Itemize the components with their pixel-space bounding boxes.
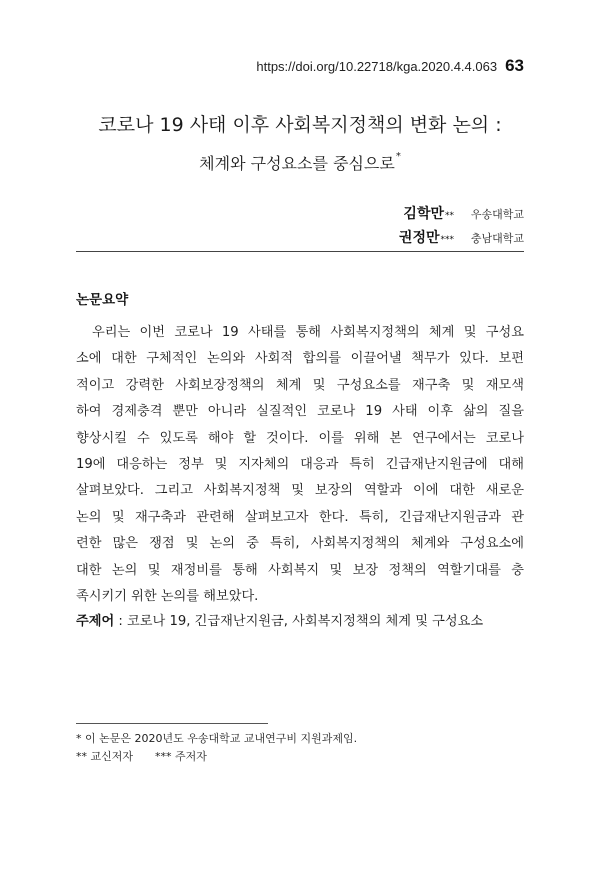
abstract-line: 향상시킬 수 있도록 해야 할 것이다. 이를 위해 본 연구에서는 코로나 xyxy=(76,430,524,446)
abstract-line: 련한 많은 쟁점 및 논의 중 특히, 사회복지정책의 체계와 구성요소에 xyxy=(76,536,524,552)
author-footnote-mark: ** xyxy=(445,211,454,221)
abstract-line: 적이고 강력한 사회보장정책의 체계 및 구성요소를 재구축 및 재모색 xyxy=(76,377,524,393)
author-affiliation: 충남대학교 xyxy=(470,232,524,245)
abstract-line: 대한 논의 및 재정비를 통해 사회복지 및 보장 정책의 역할기대를 충 xyxy=(76,562,524,578)
keywords-text: : 코로나 19, 긴급재난지원금, 사회복지정책의 체계 및 구성요소 xyxy=(114,614,484,629)
author-footnote-mark: *** xyxy=(440,235,454,245)
paper-title: 코로나 19 사태 이후 사회복지정책의 변화 논의 : xyxy=(98,114,502,136)
abstract-line: 19에 대응하는 정부 및 지자체의 대응과 특히 긴급재난지원금에 대해 xyxy=(76,457,524,473)
footnote-corresponding: ** 교신저자 xyxy=(76,750,134,763)
footnote-funding: * 이 논문은 2020년도 우송대학교 교내연구비 지원과제임. xyxy=(76,732,358,745)
subtitle-footnote-mark: * xyxy=(395,151,401,162)
footnotes xyxy=(76,730,357,766)
author-row xyxy=(399,203,524,227)
author-row xyxy=(399,227,524,251)
footnote-first-author: *** 주저자 xyxy=(155,750,207,763)
subtitle-text: 체계와 구성요소를 중심으로 xyxy=(199,154,395,173)
header-divider xyxy=(76,251,524,252)
footnote-divider xyxy=(76,723,268,724)
abstract-line: 족시키기 위한 논의를 해보았다. xyxy=(76,589,259,605)
keywords xyxy=(76,610,524,629)
paper-subtitle xyxy=(0,151,600,174)
author-name: 김학만 xyxy=(403,206,444,222)
keywords-label: 주제어 xyxy=(76,614,115,629)
abstract-heading: 논문요약 xyxy=(76,292,129,308)
footnote-author-roles xyxy=(76,748,357,766)
abstract-body xyxy=(76,320,524,610)
author-block xyxy=(399,203,524,251)
author-name: 권정만 xyxy=(398,230,440,246)
abstract-line: 우리는 이번 코로나 19 사태를 통해 사회복지정책의 체계 및 구성요 xyxy=(92,325,524,340)
running-header xyxy=(256,56,524,76)
doi-link[interactable]: https://doi.org/10.22718/kga.2020.4.4.063 xyxy=(256,59,498,74)
author-affiliation: 우송대학교 xyxy=(470,208,524,221)
abstract-line: 하여 경제충격 뿐만 아니라 실질적인 코로나 19 사태 이후 삶의 질을 xyxy=(76,404,524,420)
page-number: 63 xyxy=(505,56,524,75)
abstract-line: 소에 대한 구체적인 논의와 사회적 합의를 이끌어낼 책무가 있다. 보편 xyxy=(76,351,524,367)
abstract-line: 논의 및 재구축과 관련해 살펴보고자 한다. 특히, 긴급재난지원금과 관 xyxy=(76,509,524,525)
abstract-line: 살펴보았다. 그리고 사회복지정책 및 보장의 역할과 이에 대한 새로운 xyxy=(76,483,524,499)
